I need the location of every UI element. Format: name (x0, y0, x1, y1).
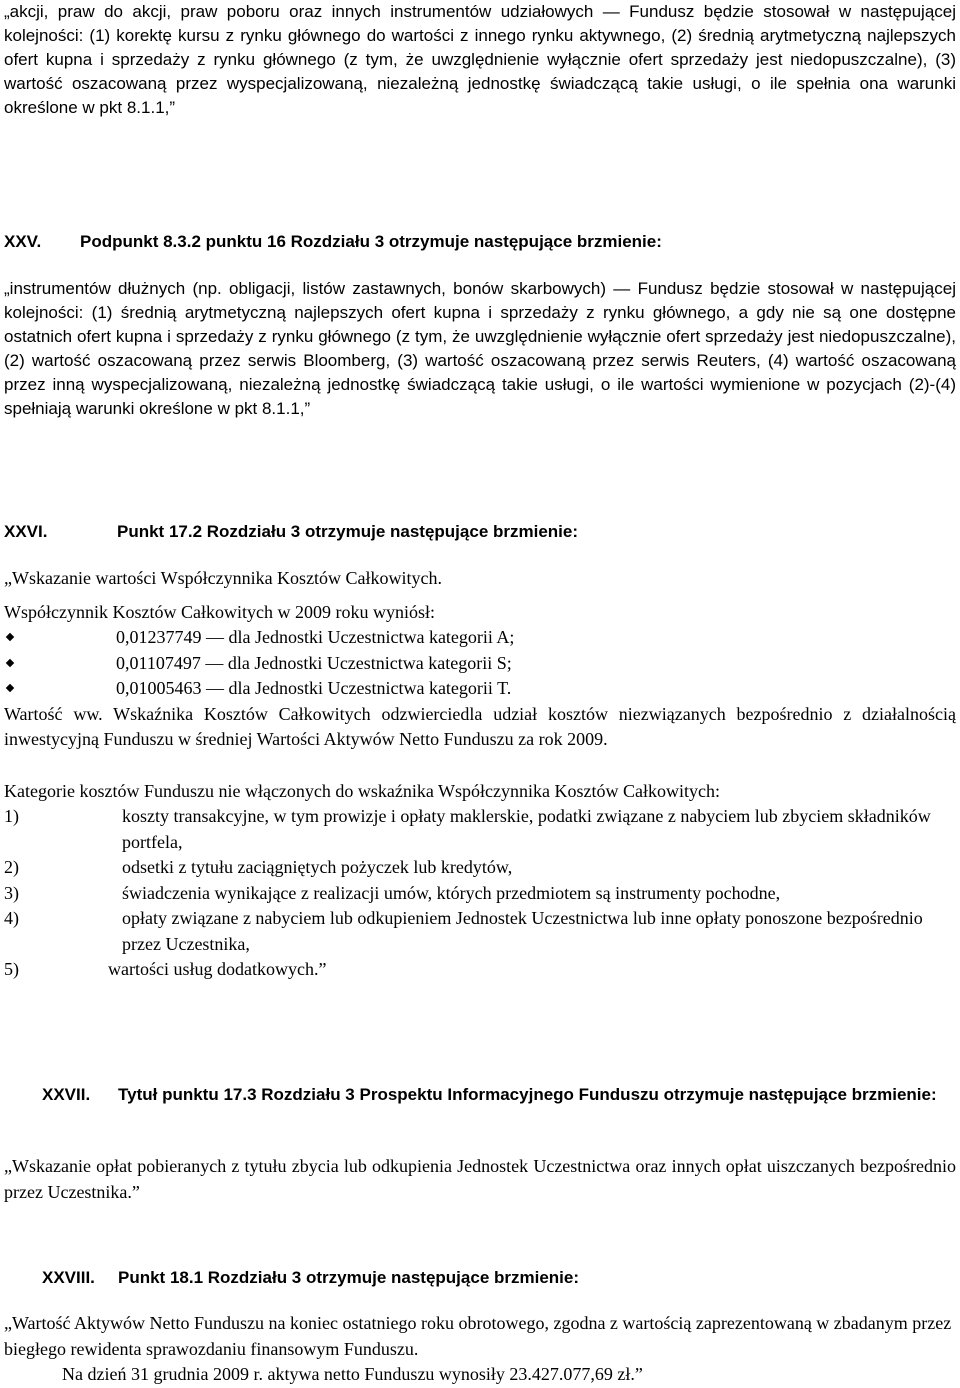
section-xxvi-content (4, 566, 956, 983)
ter-explanation: Wartość ww. Wskaźnika Kosztów Całkowitych odzwierciedla udział kosztów niezwiązanych bezpośrednio z działalnością inwestycyjną Funduszu w średniej Wartości Aktywów Netto Funduszu za rok 2009. (4, 703, 956, 749)
net-asset-value-statement: „Wartość Aktywów Netto Funduszu na koniec ostatniego roku obrotowego, zgodna z wartością zaprezentowaną w zbadanym przez biegłego rewidenta sprawozdaniu finansowym Funduszu. (4, 1313, 952, 1359)
ter-bullet-list (4, 625, 956, 702)
list-item: 0,01107497 — dla Jednostki Uczestnictwa kategorii S; (4, 651, 956, 677)
paragraph-equity-valuation: „akcji, praw do akcji, praw poboru oraz innych instrumentów udziałowych — Fundusz będzie stosował w następującej kolejności: (1) korektę kursu z rynku głównego do wartości z innego rynku aktywnego, (2) średnią arytmetyczną najlepszych ofert kupna i sprzedaży z rynku głównego (z tym, że uwzględnienie wyłącznie ofert sprzedaży jest niedopuszczalne), (3) wartość oszacowaną przez wyspecjalizowaną, niezależną jednostkę świadczącą takie usługi, o ile spełnia ona warunki określone w pkt 8.1.1,” (4, 2, 956, 117)
section-xxvii-heading (4, 1083, 956, 1107)
list-item: 3) świadczenia wynikające z realizacji umów, których przedmiotem są instrumenty pochodne, (4, 882, 781, 903)
ter-title-line: „Wskazanie wartości Współczynnika Kosztów Całkowitych. (4, 568, 443, 588)
excluded-costs-list (4, 804, 956, 983)
list-item: 0,01237749 — dla Jednostki Uczestnictwa kategorii A; (4, 625, 956, 651)
section-xxvi-heading (4, 520, 956, 544)
section-xxviii-heading (4, 1266, 956, 1290)
section-number: XXV. (4, 232, 42, 251)
list-item: 0,01005463 — dla Jednostki Uczestnictwa kategorii T. (4, 676, 956, 702)
net-asset-value-amount: Na dzień 31 grudnia 2009 r. aktywa netto Funduszu wynosiły 23.427.077,69 zł.” (62, 1364, 643, 1384)
diamond-bullet-icon (4, 676, 116, 702)
section-xxviii-body (4, 1311, 956, 1388)
section-number: XXVI. (4, 522, 48, 541)
section-title: Podpunkt 8.3.2 punktu 16 Rozdziału 3 otrzymuje następujące brzmienie: (80, 232, 662, 251)
diamond-bullet-icon (4, 651, 116, 677)
list-item: 2) odsetki z tytułu zaciągniętych pożyczek lub kredytów, (4, 857, 513, 877)
list-item: 5) wartości usług dodatkowych.” (4, 959, 327, 979)
section-number: XXVII. (42, 1085, 91, 1104)
section-xxv-heading (4, 230, 956, 254)
list-item: 1) koszty transakcyjne, w tym prowizje i opłaty maklerskie, podatki związane z nabyciem lub zbyciem składników portfela, (4, 806, 931, 852)
section-title: Punkt 18.1 Rozdziału 3 otrzymuje następujące brzmienie: (118, 1268, 580, 1287)
section-number: XXVIII. (42, 1268, 95, 1287)
list-item: 4) opłaty związane z nabyciem lub odkupieniem Jednostek Uczestnictwa lub inne opłaty ponoszone bezpośrednio przez Uczestnika, (4, 908, 923, 954)
section-xxv-body: „instrumentów dłużnych (np. obligacji, listów zastawnych, bonów skarbowych) — Fundusz będzie stosował w następującej kolejności: (1) średnią arytmetyczną najlepszych ofert kupna i sprzedaży z rynku głównego, a gdy nie są one dostępne ostatnich ofert kupna i sprzedaży z rynku głównego (z tym, że uwzględnienie wyłącznie ofert sprzedaży jest niedopuszczalne),(2) wartość oszacowaną przez serwis Bloomberg, (3) wartość oszacowaną przez serwis Reuters, (4) wartość oszacowaną przez inną wyspecjalizowaną, niezależną jednostkę świadczącą takie usługi, o ile wartości wymienione w pozycjach (2)-(4) spełniają warunki określone w pkt 8.1.1,” (4, 279, 956, 418)
excluded-costs-intro: Kategorie kosztów Funduszu nie włączonych do wskaźnika Współczynnika Kosztów Całkowitych: (4, 780, 721, 801)
section-title: Punkt 17.2 Rozdziału 3 otrzymuje następujące brzmienie: (117, 522, 579, 541)
ter-value-intro: Współczynnik Kosztów Całkowitych w 2009 roku wyniósł: (4, 601, 435, 622)
section-title: Tytuł punktu 17.3 Rozdziału 3 Prospektu Informacyjnego Funduszu otrzymuje następujące brzmienie: (118, 1085, 937, 1104)
section-xxvii-body: „Wskazanie opłat pobieranych z tytułu zbycia lub odkupienia Jednostek Uczestnictwa oraz innych opłat uiszczanych bezpośrednio przez Uczestnika.” (4, 1156, 956, 1202)
diamond-bullet-icon (4, 625, 116, 651)
